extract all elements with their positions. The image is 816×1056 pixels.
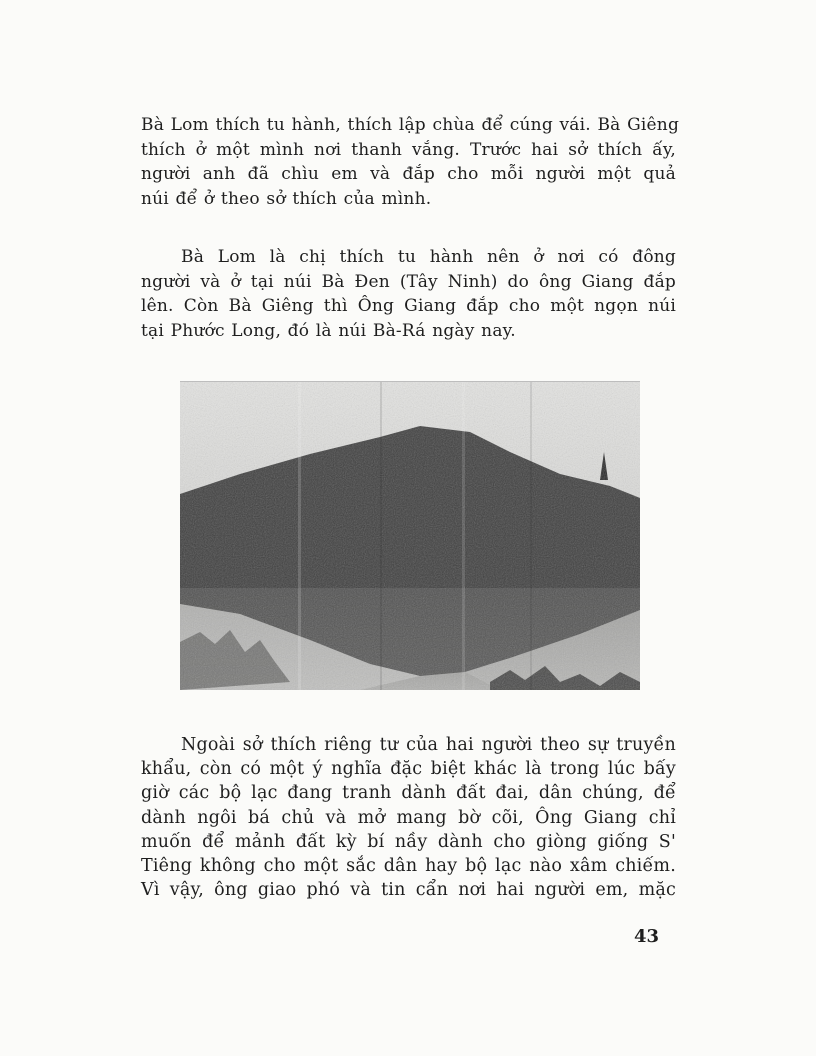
text-line: Tiêng không cho một sắc dân hay bộ lạc nào xâm chiếm. <box>141 856 676 877</box>
paragraph-2 <box>141 245 676 343</box>
text-line: dành ngôi bá chủ và mở mang bờ cõi, Ông Giang chỉ <box>141 807 676 828</box>
paragraph-1 <box>141 113 680 211</box>
mountain-photo <box>180 381 640 690</box>
text-line: muốn để mảnh đất kỳ bí nầy dành cho giòng giống S' <box>141 831 676 852</box>
paragraph-3 <box>141 733 676 902</box>
text-line: núi để ở theo sở thích của mình. <box>141 188 432 209</box>
mountain-photo-image <box>180 382 640 690</box>
text-line: Ngoài sở thích riêng tư của hai người theo sự truyền <box>181 735 676 755</box>
text-line: khẩu, còn có một ý nghĩa đặc biệt khác là trong lúc bấy <box>141 759 676 780</box>
text-line: thích ở một mình nơi thanh vắng. Trước hai sở thích ấy, <box>141 139 676 160</box>
text-line: Bà Lom là chị thích tu hành nên ở nơi có đông <box>181 247 676 267</box>
text-line: Vì vậy, ông giao phó và tin cẩn nơi hai người em, mặc <box>141 880 676 901</box>
text-line: người và ở tại núi Bà Đen (Tây Ninh) do ông Giang đắp <box>141 271 676 292</box>
page-number: 43 <box>634 926 660 947</box>
text-line: tại Phước Long, đó là núi Bà-Rá ngày nay. <box>141 320 516 341</box>
text-line: Bà Lom thích tu hành, thích lập chùa để cúng vái. Bà Giêng <box>141 115 680 135</box>
text-line: người anh đã chìu em và đắp cho mỗi người một quả <box>141 164 676 184</box>
text-line: lên. Còn Bà Giêng thì Ông Giang đắp cho một ngọn núi <box>141 296 676 316</box>
text-line: giờ các bộ lạc đang tranh dành đất đai, dân chúng, để <box>141 783 676 804</box>
